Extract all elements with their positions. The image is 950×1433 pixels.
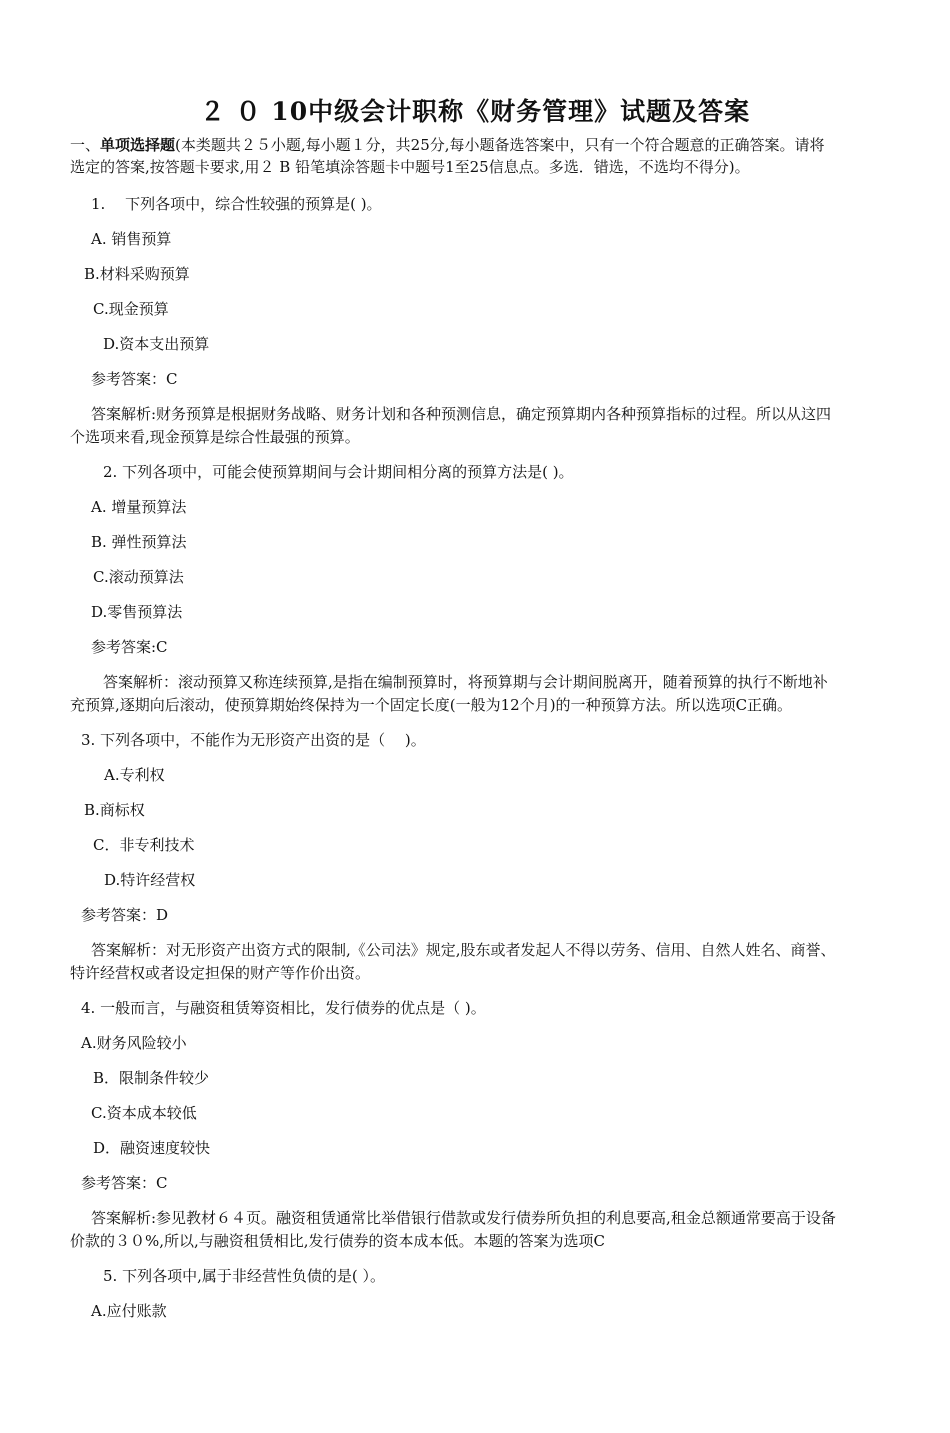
question-2-option-b: B. 弹性预算法 <box>91 533 187 551</box>
question-4-answer: 参考答案：C <box>81 1174 168 1192</box>
question-2-explanation-line-1: 答案解析：滚动预算又称连续预算,是指在编制预算时，将预算期与会计期间脱离开，随着预算的执行不断地补 <box>103 673 828 691</box>
question-1-answer: 参考答案：C <box>91 370 178 388</box>
question-3-explanation-line-2: 特许经营权或者设定担保的财产等作价出资。 <box>70 964 371 982</box>
section-heading: 单项选择题 <box>100 136 176 154</box>
question-3-option-a: A.专利权 <box>104 766 165 784</box>
question-2-option-c: C.滚动预算法 <box>93 568 184 586</box>
question-5-option-a: A.应付账款 <box>91 1302 167 1320</box>
question-3-text: 3. 下列各项中，不能作为无形资产出资的是（ )。 <box>81 731 426 749</box>
question-2-text: 2. 下列各项中，可能会使预算期间与会计期间相分离的预算方法是( )。 <box>103 463 574 481</box>
question-1-option-c: C.现金预算 <box>93 300 169 318</box>
section-prefix: 一、 <box>70 136 101 154</box>
question-1-text: 1. 下列各项中，综合性较强的预算是( )。 <box>91 195 382 213</box>
question-3-answer: 参考答案：D <box>81 906 169 924</box>
question-1-option-a: A. 销售预算 <box>91 230 172 248</box>
question-2-answer: 参考答案:C <box>91 638 168 656</box>
question-5-text: 5. 下列各项中,属于非经营性负债的是( ）。 <box>103 1267 385 1285</box>
question-4-explanation-line-1: 答案解析:参见教材６４页。融资租赁通常比举借银行借款或发行债券所负担的利息要高,租金总额通常要高于设备 <box>91 1209 836 1227</box>
question-3-option-d: D.特许经营权 <box>104 871 196 889</box>
document-title: ２ ０ 10中级会计职称《财务管理》试题及答案 <box>199 97 751 126</box>
section-intro-line-1 <box>70 135 825 155</box>
question-3-explanation-line-1: 答案解析：对无形资产出资方式的限制,《公司法》规定,股东或者发起人不得以劳务、信用、自然人姓名、商誉、 <box>91 941 836 959</box>
question-2-option-a: A. 增量预算法 <box>91 498 187 516</box>
question-1-option-b: B.材料采购预算 <box>84 265 190 283</box>
section-note-line-2: 选定的答案,按答题卡要求,用２ B 铅笔填涂答题卡中题号1至25信息点。多选．错选，不选均不得分)。 <box>70 158 750 176</box>
question-2-option-d: D.零售预算法 <box>91 603 183 621</box>
question-4-explanation-line-2: 价款的３０%,所以,与融资租赁相比,发行债券的资本成本低。本题的答案为选项C <box>70 1232 606 1250</box>
question-3-option-b: B.商标权 <box>84 801 145 819</box>
question-3-option-c: C．非专利技术 <box>93 836 195 854</box>
question-1-explanation-line-2: 个选项来看,现金预算是综合性最强的预算。 <box>70 428 360 446</box>
question-4-option-a: A.财务风险较小 <box>81 1034 187 1052</box>
question-4-option-c: C.资本成本较低 <box>91 1104 197 1122</box>
question-4-option-b: B．限制条件较少 <box>93 1069 210 1087</box>
question-1-option-d: D.资本支出预算 <box>103 335 210 353</box>
question-2-explanation-line-2: 充预算,逐期向后滚动，使预算期始终保持为一个固定长度(一般为12个月)的一种预算方法。所以选项C正确。 <box>70 696 793 714</box>
question-4-text: 4. 一般而言，与融资租赁筹资相比，发行债券的优点是（ )。 <box>81 999 486 1017</box>
question-4-option-d: D．融资速度较快 <box>93 1139 211 1157</box>
question-1-explanation-line-1: 答案解析:财务预算是根据财务战略、财务计划和各种预测信息，确定预算期内各种预算指标的过程。所以从这四 <box>91 405 832 423</box>
section-note-line-1: (本类题共２５小题,每小题１分，共25分,每小题备选答案中，只有一个符合题意的正确答案。请将 <box>175 136 825 154</box>
